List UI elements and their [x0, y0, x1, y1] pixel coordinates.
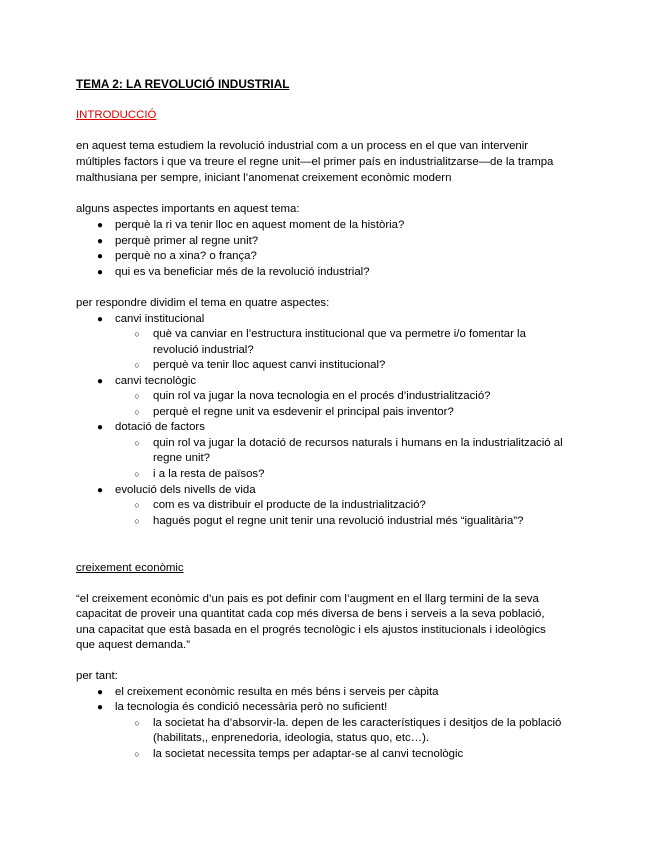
sub-list-item: hagués pogut el regne unit tenir una revolució industrial més “igualitària”? — [153, 515, 524, 527]
sub-bullet-icon: ○ — [134, 438, 140, 448]
bullet-icon: ● — [96, 236, 104, 247]
intro-paragraph-line: malthusiana per sempre, iniciant l’anomenat creixement econòmic modern — [76, 172, 452, 184]
bullet-icon: ● — [96, 267, 104, 278]
sub-list-item: regne unit? — [153, 452, 210, 464]
intro-paragraph-line: múltiples factors i que va treure el regne unit—el primer país en industrialitzarse—de la trampa — [76, 156, 554, 168]
list-item: qui es va beneficiar més de la revolució industrial? — [115, 266, 370, 278]
sub-list-item: com es va distribuir el producte de la industrialització? — [153, 499, 426, 511]
sub-bullet-icon: ○ — [134, 500, 140, 510]
list-item: perquè la ri va tenir lloc en aquest moment de la història? — [115, 219, 405, 231]
sub-bullet-icon: ○ — [134, 749, 140, 759]
sub-list-item: revolució industrial? — [153, 344, 254, 356]
list-item: dotació de factors — [115, 421, 205, 433]
sub-bullet-icon: ○ — [134, 329, 140, 339]
list-item: canvi institucional — [115, 313, 205, 325]
sub-bullet-icon: ○ — [134, 407, 140, 417]
aspects-intro: alguns aspectes importants en aquest tema: — [76, 203, 300, 215]
sub-list-item: perquè el regne unit va esdevenir el principal pais inventor? — [153, 406, 454, 418]
sub-list-item: què va canviar en l’estructura institucional que va permetre i/o fomentar la — [153, 328, 526, 340]
list-item: canvi tecnològic — [115, 375, 197, 387]
intro-heading: INTRODUCCIÓ — [76, 109, 157, 121]
sub-list-item: la societat ha d’absorvir-la. depen de les característiques i desitjos de la població — [153, 717, 562, 729]
sub-list-item: quin rol va jugar la dotació de recursos naturals i humans en la industrialització al — [153, 437, 563, 449]
bullet-icon: ● — [96, 422, 104, 433]
bullet-icon: ● — [96, 702, 104, 713]
sub-list-item: perquè va tenir lloc aquest canvi institucional? — [153, 359, 386, 371]
growth-quote-line: una capacitat que està basada en el progrés tecnològic i els ajustos institucionals i ideològics — [76, 624, 546, 636]
growth-quote-line: “el creixement econòmic d’un pais es pot definir com l’augment en el llarg termini de la seva — [76, 593, 539, 605]
sub-bullet-icon: ○ — [134, 469, 140, 479]
sub-bullet-icon: ○ — [134, 516, 140, 526]
bullet-icon: ● — [96, 314, 104, 325]
list-item: perquè no a xina? o frança? — [115, 250, 257, 262]
sub-list-item: (habilitats,, enprenedoria, ideologia, status quo, etc…). — [153, 732, 430, 744]
list-item: evolució dels nivells de vida — [115, 484, 256, 496]
growth-heading: creixement econòmic — [76, 562, 184, 574]
sub-list-item: la societat necessita temps per adaptar-se al canvi tecnològic — [153, 748, 464, 760]
bullet-icon: ● — [96, 485, 104, 496]
growth-quote-line: que aquest demanda.” — [76, 639, 190, 651]
page-title: TEMA 2: LA REVOLUCIÓ INDUSTRIAL — [76, 77, 290, 91]
division-intro: per respondre dividim el tema en quatre aspectes: — [76, 297, 330, 309]
growth-quote-line: capacitat de proveir una quantitat cada cop més diversa de bens i serveis a la seva població, — [76, 608, 545, 620]
bullet-icon: ● — [96, 220, 104, 231]
sub-bullet-icon: ○ — [134, 718, 140, 728]
list-item: perquè primer al regne unit? — [115, 235, 259, 247]
bullet-icon: ● — [96, 251, 104, 262]
sub-bullet-icon: ○ — [134, 360, 140, 370]
bullet-icon: ● — [96, 687, 104, 698]
list-item: el creixement econòmic resulta en més béns i serveis per càpita — [115, 686, 439, 698]
therefore-intro: per tant: — [76, 670, 118, 682]
sub-list-item: i a la resta de països? — [153, 468, 265, 480]
list-item: la tecnologia és condició necessària però no suficient! — [115, 701, 388, 713]
sub-list-item: quin rol va jugar la nova tecnologia en el procés d’industrialització? — [153, 390, 491, 402]
sub-bullet-icon: ○ — [134, 391, 140, 401]
bullet-icon: ● — [96, 376, 104, 387]
intro-paragraph-line: en aquest tema estudiem la revolució industrial com a un process en el que van intervenir — [76, 140, 529, 152]
